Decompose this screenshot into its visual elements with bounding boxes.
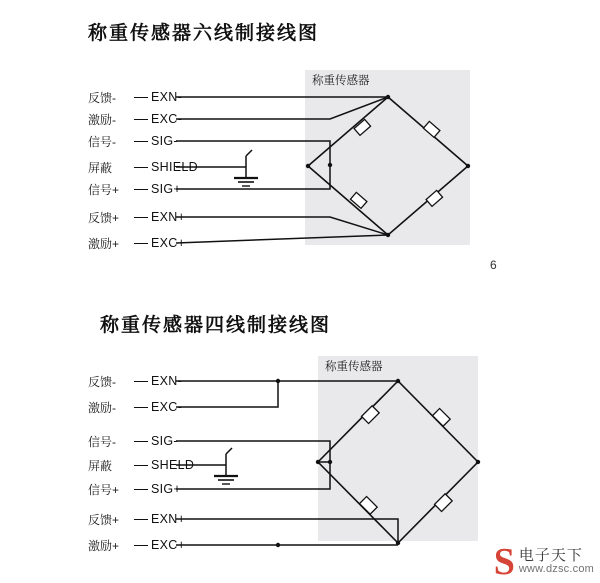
junction-sig bbox=[328, 460, 332, 464]
strain-gauge-1 bbox=[354, 119, 370, 135]
junction-dots bbox=[306, 95, 470, 237]
terminal-label-cn: 激励- bbox=[88, 400, 116, 415]
strain-gauge-3 bbox=[350, 192, 366, 208]
watermark-text bbox=[519, 548, 594, 575]
junction-bottom bbox=[386, 233, 390, 237]
terminal-label-en: SIG+ bbox=[151, 482, 182, 496]
strain-gauge-4 bbox=[426, 190, 442, 206]
terminal-label-en: EXC- bbox=[151, 400, 183, 414]
ground-tick bbox=[226, 448, 232, 454]
terminal-label-cn: 反馈- bbox=[88, 90, 116, 105]
six-wire-diagram bbox=[0, 0, 600, 288]
strain-gauge-2 bbox=[423, 121, 439, 137]
wire-exc-minus bbox=[176, 97, 388, 119]
wire-exn-plus bbox=[176, 217, 388, 235]
six-wire-title: 称重传感器六线制接线图 bbox=[88, 23, 320, 44]
terminal-label-cn: 信号+ bbox=[88, 482, 120, 497]
terminal-label-cn: 信号+ bbox=[88, 182, 120, 197]
terminal-label-cn: 激励+ bbox=[88, 538, 120, 553]
terminal-label-en: SHIELD bbox=[151, 160, 198, 174]
terminal-label-cn: 信号- bbox=[88, 434, 116, 449]
terminal-label-en: SIG- bbox=[151, 434, 178, 448]
terminal-label-cn: 信号- bbox=[88, 134, 116, 149]
terminal-label-en: EXN- bbox=[151, 374, 183, 388]
four-wire-diagram bbox=[0, 288, 600, 583]
terminal-label-cn: 反馈+ bbox=[88, 210, 120, 225]
terminal-label-en: SIG+ bbox=[151, 182, 182, 196]
wire-exn-plus bbox=[176, 519, 398, 543]
wire-sig-minus bbox=[176, 141, 330, 165]
terminal-label-cn: 反馈+ bbox=[88, 512, 120, 527]
wire-sig-plus bbox=[176, 462, 330, 489]
watermark bbox=[493, 541, 594, 583]
wire-sig-minus bbox=[176, 441, 330, 462]
junction-bottom-bus bbox=[276, 543, 280, 547]
terminal-label-en: EXN+ bbox=[151, 210, 186, 224]
six-wire-sensor-caption: 称重传感器 bbox=[312, 75, 370, 87]
six-wire-schematic bbox=[0, 0, 600, 288]
four-wire-schematic bbox=[0, 288, 600, 583]
strain-gauges bbox=[360, 406, 453, 514]
junction-bottom bbox=[396, 541, 400, 545]
page-number: 6 bbox=[490, 258, 497, 272]
watermark-title: 电子天下 bbox=[518, 547, 583, 565]
terminal-label-cn: 屏蔽 bbox=[88, 458, 113, 473]
junction-top bbox=[396, 379, 400, 383]
watermark-url: www.dzsc.com bbox=[518, 563, 594, 576]
terminal-label-cn: 反馈- bbox=[88, 374, 116, 389]
junction-right bbox=[466, 164, 470, 168]
four-wire-title: 称重传感器四线制接线图 bbox=[100, 315, 332, 336]
junction-right bbox=[476, 460, 480, 464]
strain-gauge-4 bbox=[435, 494, 453, 512]
terminal-label-en: SIG- bbox=[151, 134, 178, 148]
terminal-label-cn: 屏蔽 bbox=[88, 160, 113, 175]
strain-gauge-1 bbox=[362, 406, 380, 424]
four-wire-sensor-caption: 称重传感器 bbox=[325, 361, 383, 373]
terminal-label-cn: 激励+ bbox=[88, 236, 120, 251]
strain-gauge-3 bbox=[360, 497, 378, 515]
terminal-label-en: EXC+ bbox=[151, 538, 186, 552]
junction-top bbox=[386, 95, 390, 99]
terminal-label-en: SHELD bbox=[151, 458, 195, 472]
wire-exc-minus bbox=[176, 381, 278, 407]
terminal-label-en: EXN+ bbox=[151, 512, 186, 526]
terminal-label-en: EXC- bbox=[151, 112, 183, 126]
watermark-logo: S bbox=[493, 541, 515, 583]
wire-exc-plus bbox=[176, 235, 388, 243]
junction-top-bus bbox=[276, 379, 280, 383]
ground-tick bbox=[246, 150, 252, 156]
strain-gauges bbox=[350, 119, 442, 208]
terminal-label-en: EXN- bbox=[151, 90, 183, 104]
junction-left bbox=[306, 164, 310, 168]
terminal-label-cn: 激励- bbox=[88, 112, 116, 127]
junction-left bbox=[316, 460, 320, 464]
terminal-label-en: EXC+ bbox=[151, 236, 186, 250]
junction-sig bbox=[328, 163, 332, 167]
strain-gauge-2 bbox=[433, 409, 451, 427]
